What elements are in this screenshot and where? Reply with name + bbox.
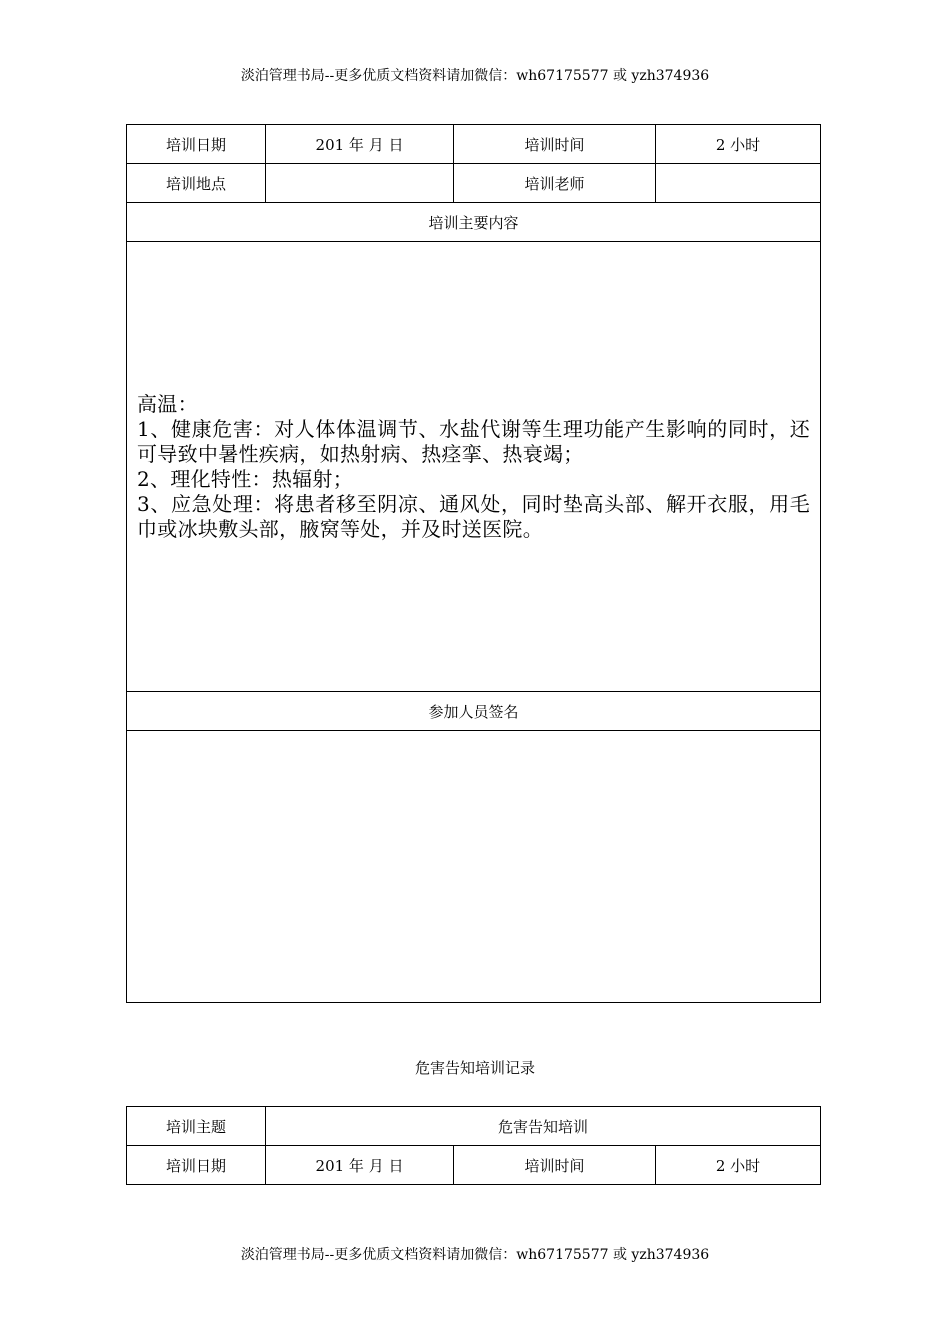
table-row bbox=[127, 203, 821, 242]
location-value bbox=[266, 164, 454, 203]
section-title: 危害告知培训记录 bbox=[414, 1059, 535, 1077]
table-row bbox=[127, 242, 821, 692]
content-header: 培训主要内容 bbox=[127, 203, 821, 242]
table-row bbox=[127, 731, 821, 1003]
location-label: 培训地点 bbox=[127, 164, 266, 203]
header-note: 淡泊管理书局--更多优质文档资料请加微信：wh67175577 或 yzh374936 bbox=[240, 68, 710, 84]
date-value: 201 年 月 日 bbox=[266, 1146, 454, 1185]
table-row bbox=[127, 1107, 821, 1146]
date-value: 201 年 月 日 bbox=[266, 125, 454, 164]
table-row bbox=[127, 125, 821, 164]
teacher-label: 培训老师 bbox=[454, 164, 656, 203]
date-label: 培训日期 bbox=[127, 1146, 266, 1185]
training-record-table bbox=[126, 124, 821, 1003]
table-row bbox=[127, 164, 821, 203]
footer-note: 淡泊管理书局--更多优质文档资料请加微信：wh67175577 或 yzh374936 bbox=[240, 1247, 710, 1263]
content-text bbox=[137, 392, 810, 542]
time-value: 2 小时 bbox=[656, 1146, 821, 1185]
topic-value: 危害告知培训 bbox=[266, 1107, 821, 1146]
topic-label: 培训主题 bbox=[127, 1107, 266, 1146]
content-line: 1、健康危害：对人体体温调节、水盐代谢等生理功能产生影响的同时，还可导致中暑性疾病，如热射病、热痉挛、热衰竭； bbox=[137, 416, 810, 466]
table-row bbox=[127, 692, 821, 731]
signature-header: 参加人员签名 bbox=[127, 692, 821, 731]
content-line: 2、理化特性：热辐射； bbox=[137, 466, 354, 491]
date-label: 培训日期 bbox=[127, 125, 266, 164]
time-value: 2 小时 bbox=[656, 125, 821, 164]
hazard-training-table bbox=[126, 1106, 821, 1185]
time-label: 培训时间 bbox=[454, 125, 656, 164]
content-cell bbox=[127, 242, 821, 692]
content-line: 高温： bbox=[137, 391, 198, 416]
content-line: 3、应急处理：将患者移至阴凉、通风处，同时垫高头部、解开衣服，用毛巾或冰块敷头部，腋窝等处，并及时送医院。 bbox=[137, 491, 810, 541]
time-label: 培训时间 bbox=[454, 1146, 656, 1185]
teacher-value bbox=[656, 164, 821, 203]
signature-area[interactable] bbox=[127, 731, 821, 1003]
table-row bbox=[127, 1146, 821, 1185]
